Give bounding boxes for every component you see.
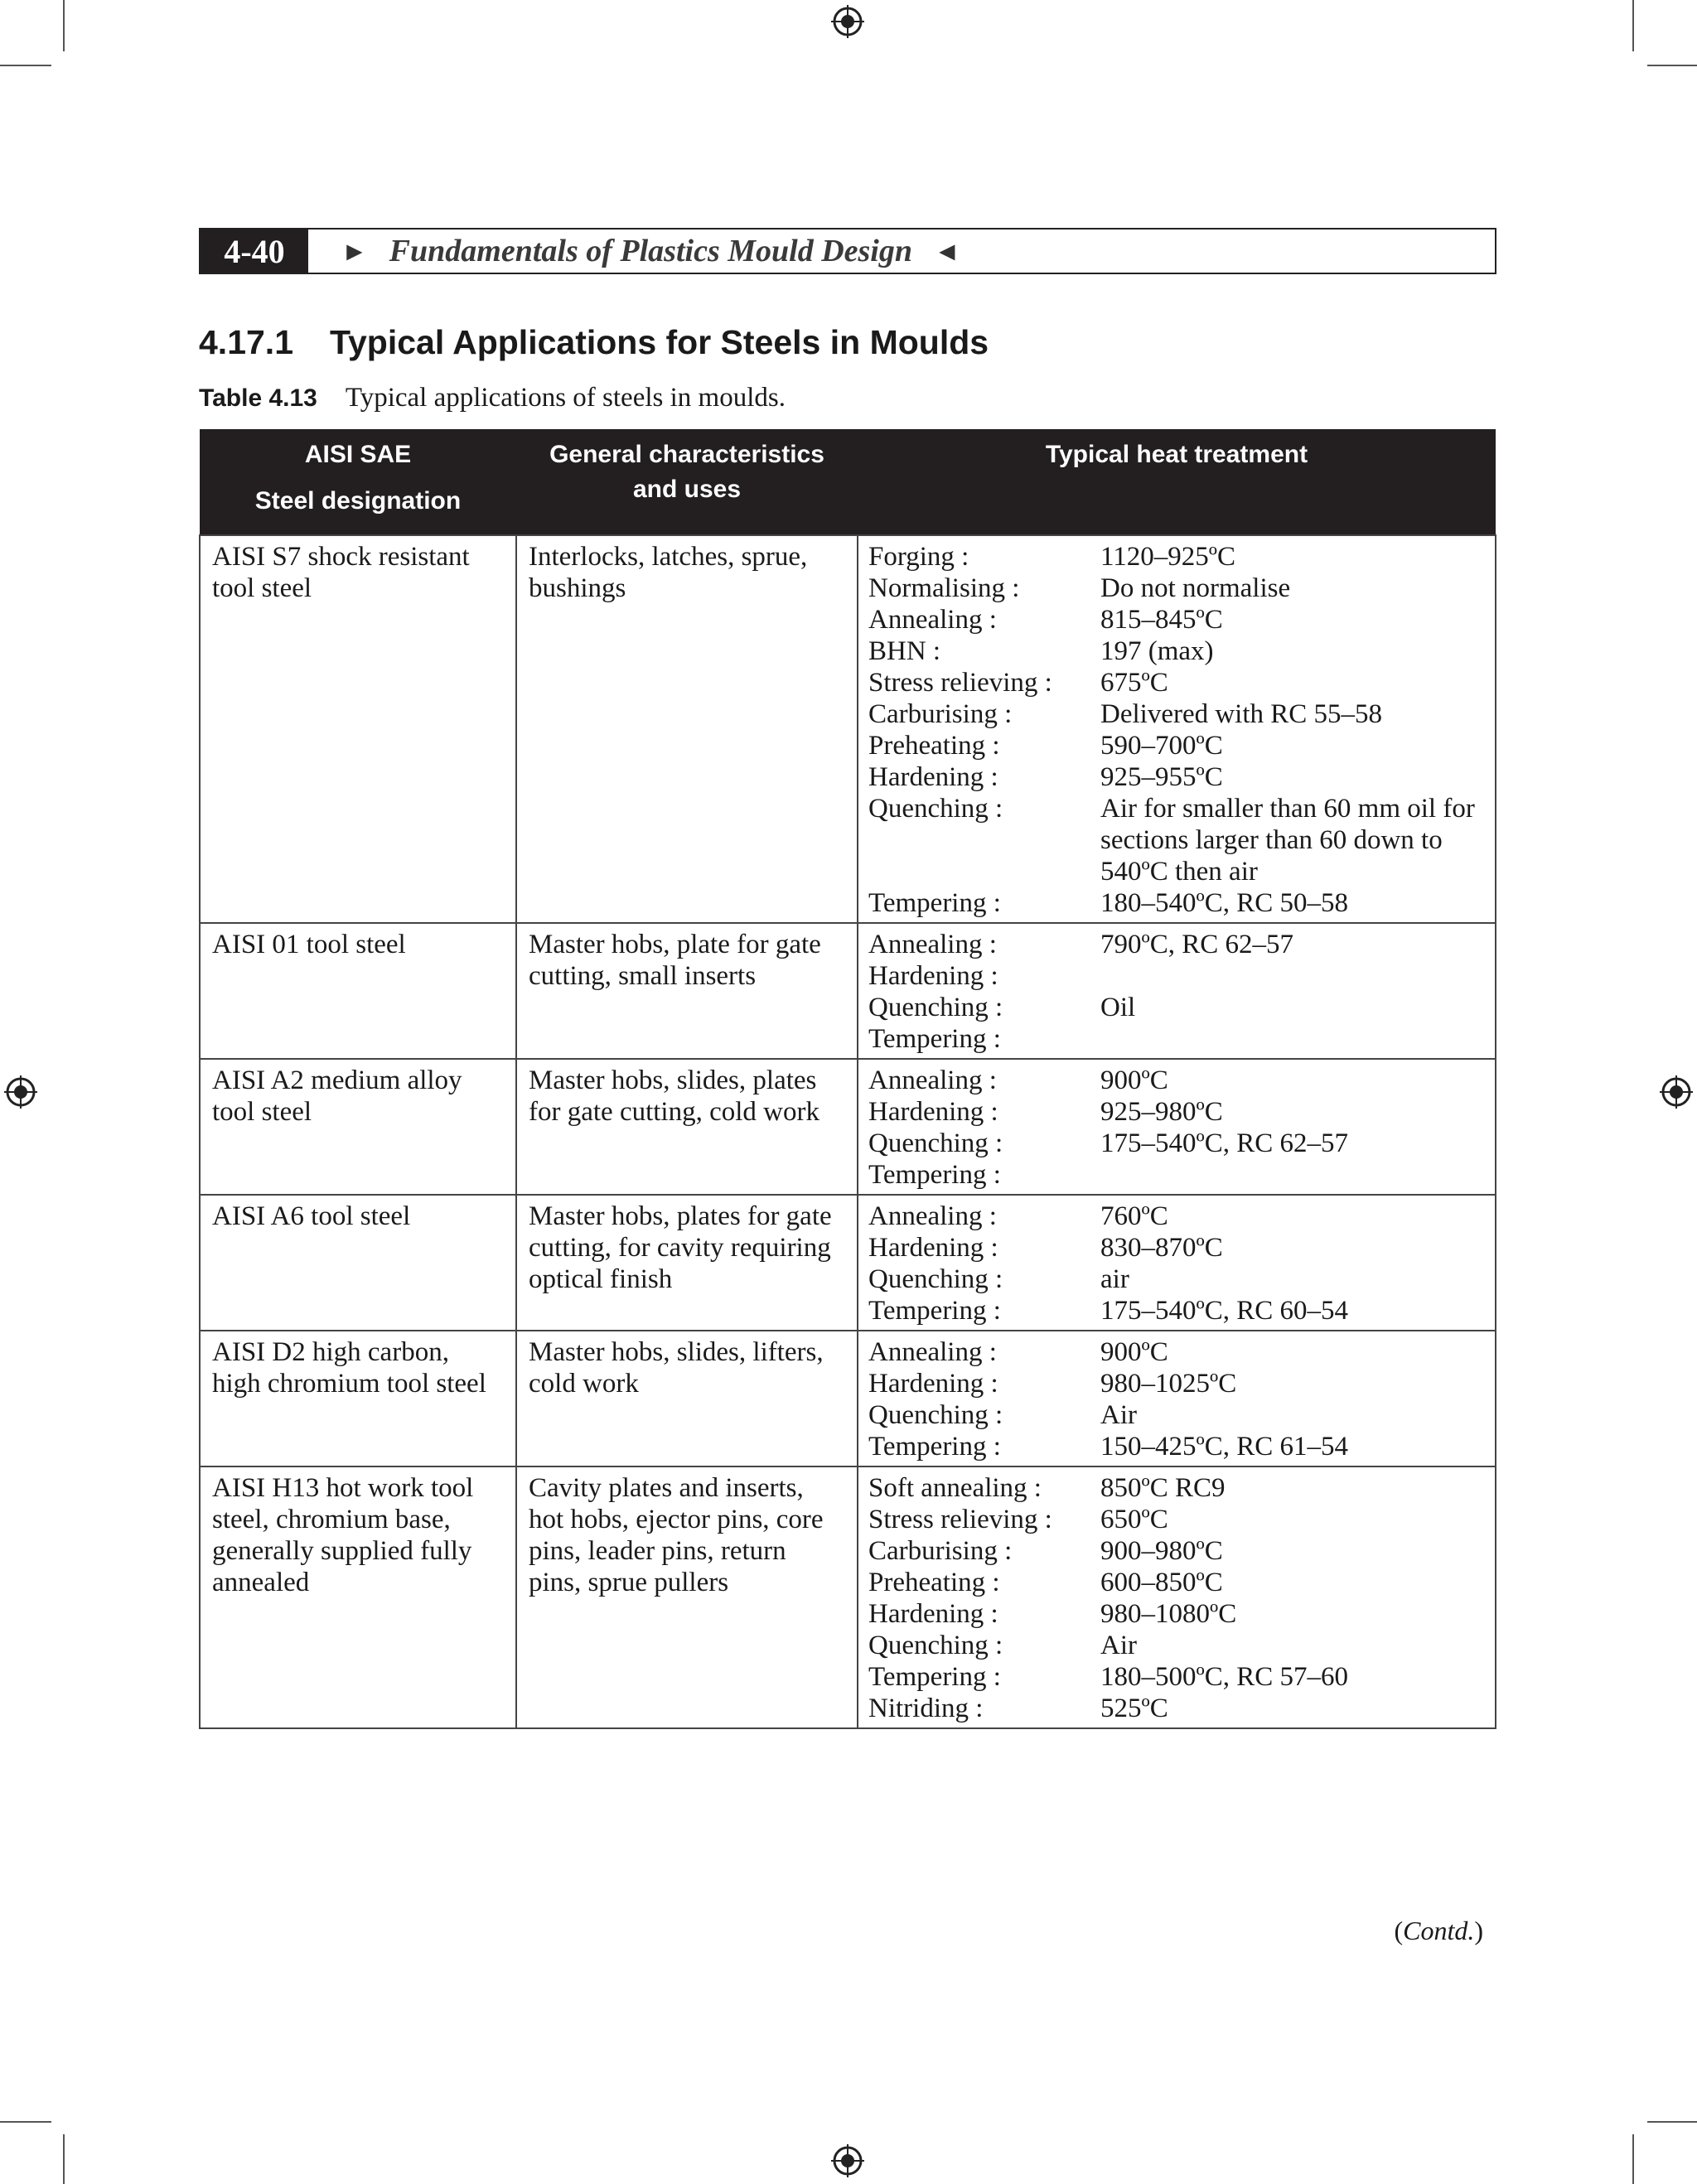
treatment-value [1100,1023,1483,1055]
treatment-value: Do not normalise [1100,573,1291,603]
treatment-line [868,1693,1483,1724]
treatment-process: Annealing : [868,605,997,635]
heat-treatment-cell [858,1466,1496,1728]
section-title: Typical Applications for Steels in Moulds [330,323,989,361]
steel-designation-cell: AISI 01 tool steel [200,923,516,1059]
treatment-process: Nitriding : [868,1694,984,1723]
treatment-process: Stress relieving : [868,668,1052,698]
treatment-line [868,960,1483,992]
treatment-process: Hardening : [868,1097,998,1127]
treatment-line [868,761,1483,793]
table-caption [199,383,786,413]
uses-cell: Master hobs, slides, plates for gate cutting, cold work [516,1059,858,1195]
treatment-process: BHN : [868,636,941,666]
treatment-value [1100,1159,1483,1191]
table-label: Table 4.13 [199,384,317,412]
treatment-value: 175–540ºC, RC 60–54 [1100,1296,1349,1326]
column-header-uses [516,429,858,535]
treatment-process: Hardening : [868,1599,998,1629]
treatment-process: Quenching : [868,993,1003,1022]
uses-cell: Cavity plates and inserts, hot hobs, ejector pins, core pins, leader pins, return pins, sprue pullers [516,1466,858,1728]
contd-text: Contd. [1403,1916,1475,1945]
treatment-line [868,992,1483,1023]
treatment-value: 830–870ºC [1100,1233,1223,1263]
table-row [200,1466,1496,1728]
table-row [200,535,1496,923]
treatment-line [868,1201,1483,1232]
table-row [200,1331,1496,1466]
treatment-value: 590–700ºC [1100,731,1223,761]
treatment-value: 815–845ºC [1100,605,1223,635]
treatment-value: 180–540ºC, RC 50–58 [1100,888,1349,918]
treatment-process: Quenching : [868,794,1003,824]
steel-designation-cell: AISI A6 tool steel [200,1195,516,1331]
uses-cell: Master hobs, plates for gate cutting, for cavity requiring optical finish [516,1195,858,1331]
steel-applications-table [199,429,1496,1729]
section-number: 4.17.1 [199,323,293,361]
crop-mark [1647,65,1697,66]
treatment-line [868,635,1483,667]
treatment-value: 850ºC RC9 [1100,1473,1226,1503]
treatment-process: Annealing : [868,1337,997,1367]
crop-mark [1647,2121,1697,2123]
registration-mark-icon [831,5,864,38]
treatment-value: 150–425ºC, RC 61–54 [1100,1432,1349,1462]
crop-mark [0,65,51,66]
treatment-value: 980–1025ºC [1100,1369,1237,1399]
book-title: Fundamentals of Plastics Mould Design [389,234,912,268]
column-header-uses-line2: and uses [632,476,742,503]
treatment-line [868,1630,1483,1661]
heat-treatment-cell [858,923,1496,1059]
column-header-designation-line1: AISI SAE [304,441,412,468]
column-header-heat-treatment-text: Typical heat treatment [1045,441,1308,468]
column-header-designation-line2: Steel designation [254,487,462,515]
treatment-process: Quenching : [868,1631,1003,1660]
treatment-value: 675ºC [1100,668,1168,698]
heat-treatment-cell [858,1195,1496,1331]
heat-treatment-cell [858,1059,1496,1195]
treatment-process: Stress relieving : [868,1505,1052,1534]
contd-open-paren: ( [1394,1916,1404,1945]
column-header-heat-treatment [858,429,1496,535]
treatment-process: Hardening : [868,961,998,991]
treatment-line [868,1128,1483,1159]
table-row [200,923,1496,1059]
uses-cell: Interlocks, latches, sprue, bushings [516,535,858,923]
steel-designation-cell: AISI D2 high carbon, high chromium tool steel [200,1331,516,1466]
treatment-value: 900ºC [1100,1337,1168,1367]
treatment-value: 180–500ºC, RC 57–60 [1100,1662,1349,1692]
treatment-line [868,1535,1483,1567]
treatment-process: Tempering : [868,1160,1001,1190]
treatment-line [868,1232,1483,1264]
treatment-line [868,1567,1483,1598]
registration-mark-icon [831,2144,864,2177]
treatment-value: 925–980ºC [1100,1097,1223,1127]
treatment-process: Preheating : [868,1568,1000,1597]
treatment-process: Hardening : [868,1233,998,1263]
column-header-designation [200,429,516,535]
treatment-process: Tempering : [868,1432,1001,1462]
treatment-value [1100,960,1483,992]
treatment-line [868,1023,1483,1055]
crop-mark [63,0,65,51]
treatment-line [868,604,1483,635]
treatment-process: Tempering : [868,1662,1001,1692]
treatment-line [868,573,1483,604]
heat-treatment-cell [858,1331,1496,1466]
steel-designation-cell: AISI S7 shock resistant tool steel [200,535,516,923]
treatment-value: 650ºC [1100,1505,1168,1534]
treatment-process: Hardening : [868,1369,998,1399]
treatment-line [868,1472,1483,1504]
treatment-value: 175–540ºC, RC 62–57 [1100,1128,1349,1158]
treatment-value: 197 (max) [1100,636,1214,666]
treatment-process: Annealing : [868,1065,997,1095]
treatment-value: Delivered with RC 55–58 [1100,699,1383,729]
treatment-value: Air [1100,1400,1137,1430]
heat-treatment-cell [858,535,1496,923]
treatment-line [868,698,1483,730]
column-header-uses-line1: General characteristics [549,441,824,468]
treatment-process: Quenching : [868,1400,1003,1430]
treatment-line [868,1295,1483,1326]
registration-mark-icon [1660,1075,1693,1109]
treatment-line [868,1431,1483,1462]
treatment-process: Tempering : [868,1296,1001,1326]
treatment-line [868,1368,1483,1399]
treatment-value: 1120–925ºC [1100,542,1236,572]
treatment-process: Carburising : [868,1536,1013,1566]
table-caption-text: Typical applications of steels in moulds. [345,383,786,413]
treatment-line [868,1399,1483,1431]
treatment-value: 790ºC, RC 62–57 [1100,930,1294,959]
treatment-line [868,793,1483,887]
treatment-line [868,887,1483,919]
contd-close-paren: ) [1474,1916,1483,1945]
left-triangle-icon: ◄ [934,235,960,266]
section-heading [199,323,989,362]
crop-mark [0,2121,51,2123]
page-number: 4-40 [201,230,308,273]
treatment-value: 900–980ºC [1100,1536,1223,1566]
treatment-value: air [1100,1264,1129,1294]
table-header-row [200,429,1496,535]
treatment-value: 760ºC [1100,1201,1168,1231]
treatment-value: 980–1080ºC [1100,1599,1237,1629]
treatment-process: Hardening : [868,762,998,792]
treatment-line [868,1661,1483,1693]
crop-mark [1632,2134,1634,2184]
treatment-process: Quenching : [868,1128,1003,1158]
treatment-line [868,1065,1483,1096]
steel-designation-cell: AISI A2 medium alloy tool steel [200,1059,516,1195]
treatment-line [868,667,1483,698]
treatment-value: 600–850ºC [1100,1568,1223,1597]
right-triangle-icon: ► [341,235,368,266]
book-title-bar [308,233,960,269]
treatment-value: Air for smaller than 60 mm oil for sections larger than 60 down to 540ºC then air [1100,794,1475,887]
treatment-line [868,1504,1483,1535]
table-row [200,1195,1496,1331]
treatment-line [868,1096,1483,1128]
running-header [199,228,1496,274]
treatment-value: 525ºC [1100,1694,1168,1723]
treatment-line [868,1598,1483,1630]
treatment-process: Tempering : [868,888,1001,918]
treatment-process: Tempering : [868,1024,1001,1054]
uses-cell: Master hobs, plate for gate cutting, small inserts [516,923,858,1059]
crop-mark [1632,0,1634,51]
steel-designation-cell: AISI H13 hot work tool steel, chromium base, generally supplied fully annealed [200,1466,516,1728]
treatment-process: Annealing : [868,930,997,959]
treatment-process: Normalising : [868,573,1020,603]
treatment-value: 900ºC [1100,1065,1168,1095]
treatment-value: Air [1100,1631,1137,1660]
uses-cell: Master hobs, slides, lifters, cold work [516,1331,858,1466]
continued-note [1394,1916,1483,1946]
treatment-process: Preheating : [868,731,1000,761]
treatment-process: Soft annealing : [868,1473,1042,1503]
treatment-process: Annealing : [868,1201,997,1231]
treatment-line [868,1159,1483,1191]
treatment-value: 925–955ºC [1100,762,1223,792]
treatment-process: Quenching : [868,1264,1003,1294]
treatment-process: Carburising : [868,699,1013,729]
treatment-line [868,1264,1483,1295]
registration-mark-icon [4,1075,37,1109]
treatment-line [868,1336,1483,1368]
treatment-line [868,730,1483,761]
treatment-value: Oil [1100,993,1136,1022]
treatment-line [868,929,1483,960]
crop-mark [63,2134,65,2184]
treatment-line [868,541,1483,573]
table-row [200,1059,1496,1195]
treatment-process: Forging : [868,542,969,572]
